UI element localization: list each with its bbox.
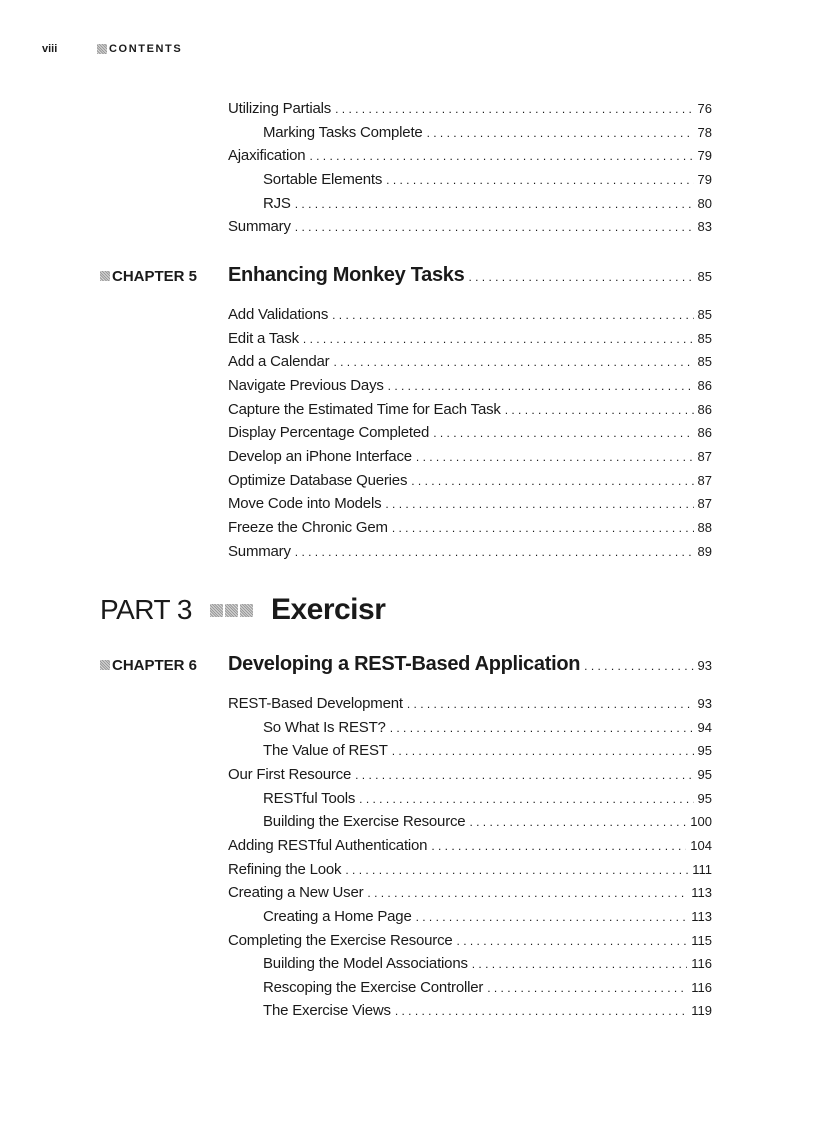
running-head [42,43,182,55]
toc-entry-page: 86 [697,377,712,393]
toc-entry-title: Freeze the Chronic Gem [228,518,388,536]
toc-entry-page: 116 [691,979,712,995]
toc-entry-title: Develop an iPhone Interface [228,447,412,465]
toc-entry[interactable] [228,216,712,238]
toc-entry-page: 94 [697,719,712,735]
toc-entry-page: 79 [697,171,712,187]
chapter-5-heading[interactable] [100,264,712,290]
chapter-title: Enhancing Monkey Tasks [228,264,465,286]
toc-entry-page: 95 [697,766,712,782]
toc-entry-page: 86 [697,401,712,417]
toc-entry[interactable] [263,717,712,739]
toc-entry[interactable] [263,122,712,144]
dot-leader [345,859,688,881]
toc-entry[interactable] [228,764,712,786]
toc-entry-page: 100 [690,814,712,830]
toc-entry-page: 85 [697,354,712,370]
dot-leader [392,740,694,762]
dot-leader [407,693,694,715]
toc-entry[interactable] [263,953,712,975]
toc-entry-page: 76 [697,101,712,116]
square-bullet-icon [100,271,110,281]
square-bullet-icon [210,604,223,617]
toc-entry-title: Building the Model Associations [263,955,468,973]
toc-entry[interactable] [263,977,712,999]
toc-entry-page: 87 [697,448,712,464]
toc-entry[interactable] [228,328,712,350]
toc-entry-title: Add Validations [228,306,329,323]
dot-leader [309,145,693,167]
square-bullet-icon [97,44,107,54]
toc-entry[interactable] [228,304,712,326]
toc-entry-title: Building the Exercise Resource [263,813,466,831]
dot-leader [395,1000,687,1022]
toc-entry-page: 116 [691,956,712,972]
dot-leader [468,270,693,284]
toc-entry-title: Utilizing Partials [228,100,332,117]
part-title: Exercisr [270,593,386,626]
dot-leader [505,399,694,421]
toc-entry[interactable] [228,882,712,904]
dot-leader [333,351,693,373]
toc-entry[interactable] [228,493,712,515]
toc-entry-title: Navigate Previous Days [228,376,384,394]
toc-entry-page: 93 [697,696,712,711]
toc-entry-page: 113 [691,908,712,924]
toc-entry[interactable] [228,859,712,881]
toc-entry-page: 95 [697,790,712,806]
toc-entry[interactable] [228,517,712,539]
square-bullet-icon [100,660,110,670]
dot-leader [295,541,694,563]
dot-leader [469,811,686,833]
toc-entry-title: Edit a Task [228,329,299,347]
dot-leader [385,493,693,515]
toc-entry-title: Optimize Database Queries [228,471,408,489]
toc-entry[interactable] [228,351,712,373]
toc-entry[interactable] [228,446,712,468]
toc-entry-title: Marking Tasks Complete [263,123,423,141]
toc-entry[interactable] [228,693,712,715]
toc-entry-title: The Value of REST [263,742,388,760]
chapter-page: 93 [697,658,712,673]
toc-entry[interactable] [228,375,712,397]
toc-entry-title: Adding RESTful Authentication [228,836,428,854]
toc-entry-page: 78 [697,124,712,140]
toc-entry-page: 83 [697,219,712,235]
toc-entry[interactable] [263,1000,712,1022]
part-3-heading[interactable] [100,588,385,632]
dot-leader [359,788,693,810]
toc-entry-title: Ajaxification [228,147,306,165]
dot-leader [411,470,693,492]
chapter-6-heading[interactable] [100,653,712,679]
dot-leader [295,193,694,215]
toc-entry[interactable] [263,169,712,191]
dot-leader [431,835,686,857]
square-bullet-icon [240,604,253,617]
square-bullet-icon [225,604,238,617]
toc-entry-title: Summary [228,218,291,236]
dot-leader [427,122,694,144]
toc-entry-page: 87 [697,496,712,512]
toc-entry-title: Display Percentage Completed [228,424,430,442]
part-squares [210,604,255,617]
toc-entry-page: 89 [697,543,712,559]
toc-entry-title: So What Is REST? [263,718,386,736]
dot-leader [416,906,688,928]
toc-entry-title: RESTful Tools [263,789,356,807]
toc-entry[interactable] [263,788,712,810]
dot-leader [457,930,688,952]
toc-entry-title: Sortable Elements [263,170,383,188]
dot-leader [390,717,694,739]
toc-entry[interactable] [228,422,712,444]
toc-entry[interactable] [228,399,712,421]
toc-entry[interactable] [228,98,712,120]
dot-leader [392,517,694,539]
dot-leader [367,882,687,904]
dot-leader [303,328,694,350]
part-label: PART 3 [100,594,192,625]
toc-entry[interactable] [263,811,712,833]
dot-leader [295,216,694,238]
toc-entry-title: Creating a New User [228,884,364,902]
toc-entry-title: Creating a Home Page [263,907,412,925]
dot-leader [386,169,693,191]
toc-entry[interactable] [228,835,712,857]
dot-leader [472,953,688,975]
toc-entry[interactable] [263,193,712,215]
toc-entry-title: Rescoping the Exercise Controller [263,978,484,996]
toc-entry-title: Move Code into Models [228,495,382,513]
toc-entry-page: 85 [697,330,712,346]
toc-entry-title: Completing the Exercise Resource [228,931,453,949]
toc-entry-page: 111 [692,861,712,877]
chapter-label: CHAPTER 5 [100,268,228,285]
toc-entry[interactable] [228,541,712,563]
toc-entry-title: REST-Based Development [228,695,403,712]
toc-entry[interactable] [263,906,712,928]
toc-entry-title: The Exercise Views [263,1002,391,1020]
toc-entry-page: 113 [691,885,712,901]
toc-entry-page: 85 [697,307,712,322]
toc-entry-page: 119 [691,1003,712,1019]
dot-leader [584,659,693,673]
toc-entry-page: 79 [697,148,712,164]
dot-leader [487,977,687,999]
dot-leader [388,375,694,397]
toc-entry-page: 104 [690,837,712,853]
toc-entry-title: RJS [263,194,291,212]
dot-leader [433,422,693,444]
toc-entry-page: 115 [691,932,712,948]
dot-leader [355,764,693,786]
toc-entry-title: Summary [228,542,291,560]
chapter-page: 85 [697,269,712,284]
toc-entry-page: 86 [697,425,712,441]
toc-entry-title: Add a Calendar [228,353,330,371]
toc-entry-title: Our First Resource [228,765,352,783]
toc-entry-title: Refining the Look [228,860,342,878]
page-number: viii [42,43,58,55]
toc-entry-page: 88 [697,519,712,535]
toc-entry[interactable] [228,145,712,167]
dot-leader [332,304,693,326]
dot-leader [335,98,693,120]
running-head-section: CONTENTS [109,43,183,55]
toc-entry[interactable] [228,930,712,952]
toc-entry-page: 95 [697,743,712,759]
toc-entry[interactable] [263,740,712,762]
toc-entry-page: 87 [697,472,712,488]
toc-entry[interactable] [228,470,712,492]
dot-leader [416,446,694,468]
toc-entry-title: Capture the Estimated Time for Each Task [228,400,501,418]
chapter-label: CHAPTER 6 [100,657,228,674]
toc-entry-page: 80 [697,195,712,211]
chapter-title: Developing a REST-Based Application [228,653,581,675]
